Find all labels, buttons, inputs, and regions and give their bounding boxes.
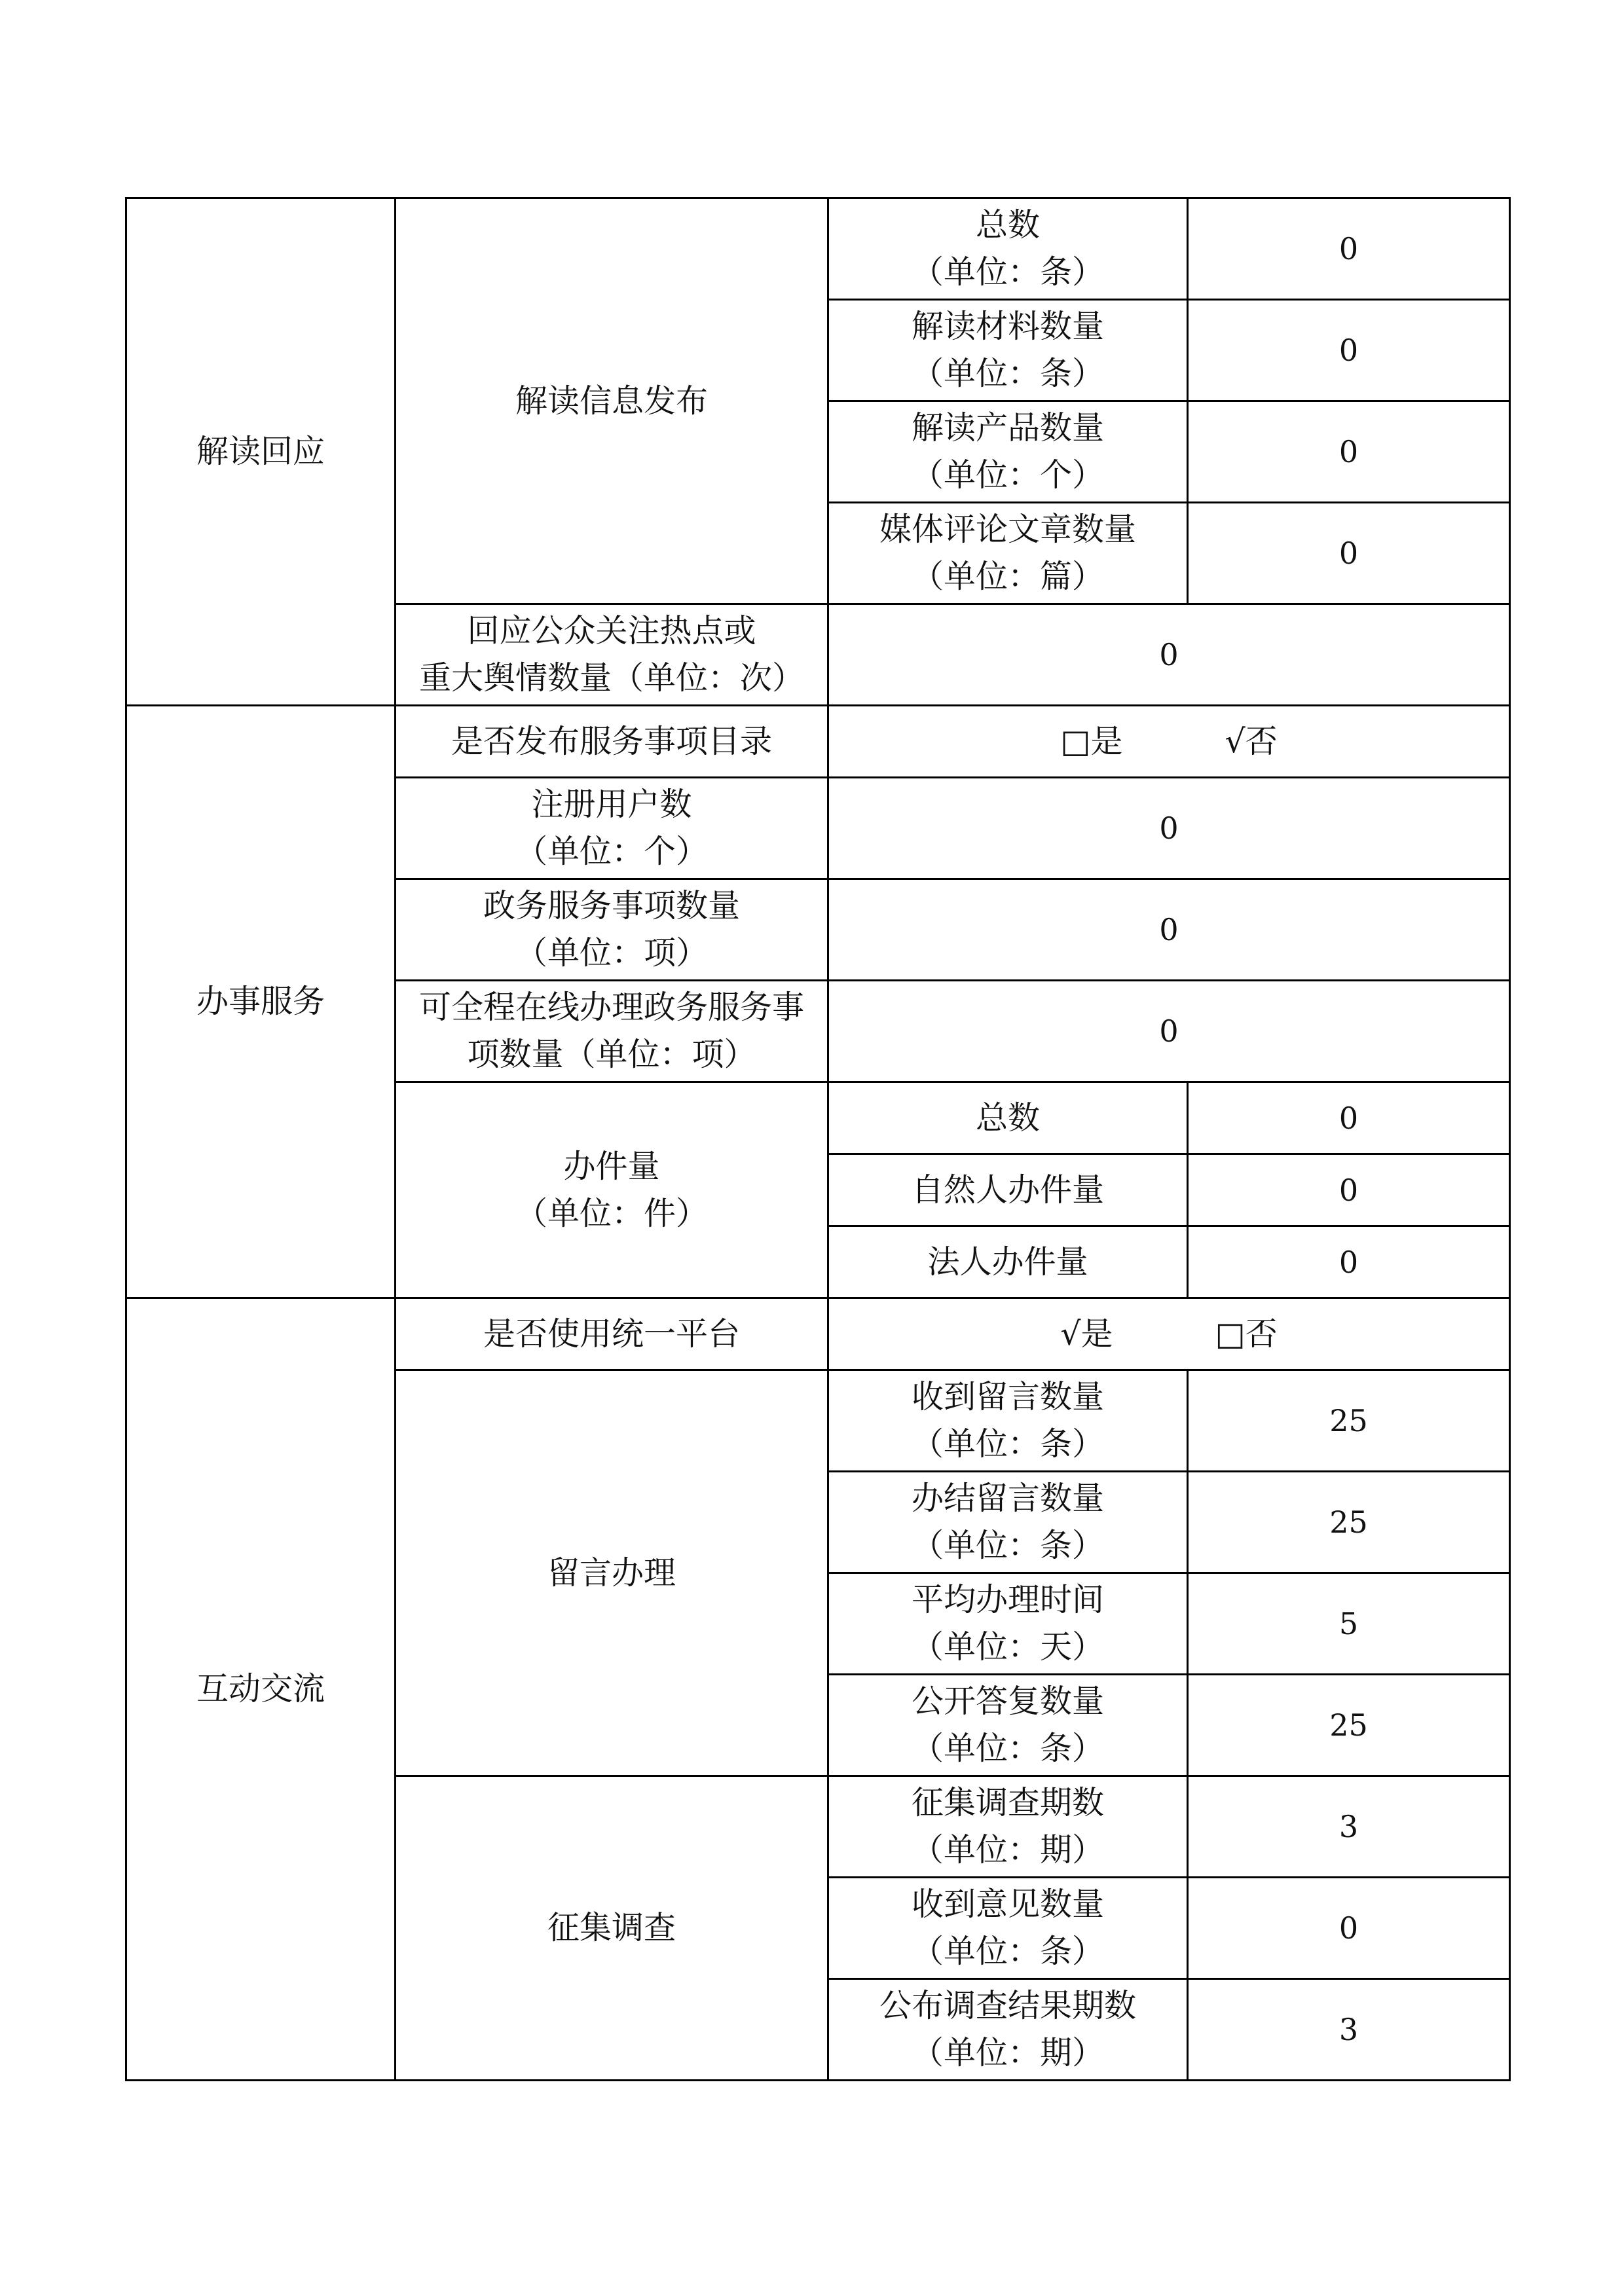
item-label-text: 解读材料数量: [911, 308, 1104, 345]
item-label: [828, 401, 1188, 503]
item-label-text: 总数: [975, 206, 1040, 244]
item-label-text: 收到留言数量: [911, 1378, 1104, 1415]
item-label: [828, 1878, 1188, 1979]
group-title-text: 留言办理: [547, 1554, 676, 1592]
item-label-text: 是否发布服务事项目录: [451, 722, 772, 760]
item-label: [396, 981, 828, 1082]
item-label-text: 政务服务事项数量: [483, 887, 740, 924]
item-unit-text: （单位：期）: [911, 1831, 1104, 1868]
item-unit-text: （单位：条）: [911, 1730, 1104, 1767]
item-unit-text: （单位：条）: [911, 1933, 1104, 1970]
item-value: 0: [1188, 300, 1510, 401]
item-unit-text: （单位：条）: [911, 1527, 1104, 1564]
section-title-interaction: [126, 1298, 396, 2081]
item-label-text: 解读产品数量: [911, 409, 1104, 446]
item-value: 0: [1188, 1878, 1510, 1979]
item-label: [828, 1082, 1188, 1154]
section-title-text: 解读回应: [196, 433, 325, 470]
item-value: 25: [1188, 1675, 1510, 1776]
item-label-text: 注册用户数: [531, 786, 692, 823]
item-value: 0: [828, 604, 1510, 706]
group-title-messages: [396, 1370, 828, 1776]
item-label-hotspot: [396, 604, 828, 706]
item-label-unified-platform: [396, 1298, 828, 1370]
checkbox-options: [828, 706, 1510, 778]
table-row: [126, 706, 1510, 778]
item-unit-text: （单位：条）: [911, 253, 1104, 291]
item-label: [828, 300, 1188, 401]
table-row: [126, 1298, 1510, 1370]
item-value: 0: [1188, 198, 1510, 300]
checkbox-option-no: √否: [1225, 722, 1278, 760]
checkbox-option-yes: □是: [1060, 722, 1123, 760]
item-value: 0: [1188, 1226, 1510, 1298]
item-label: [828, 1979, 1188, 2081]
option-group: [833, 1311, 1505, 1358]
item-value: 5: [1188, 1573, 1510, 1675]
checkbox-options: [828, 1298, 1510, 1370]
item-value: 0: [1188, 401, 1510, 503]
item-value: 25: [1188, 1472, 1510, 1573]
item-label: [828, 1472, 1188, 1573]
item-label-text: 媒体评论文章数量: [879, 511, 1136, 548]
item-label-text: 自然人办件量: [911, 1171, 1104, 1209]
group-title-text: 解读信息发布: [515, 382, 708, 420]
item-label: [828, 1573, 1188, 1675]
table-row: [126, 198, 1510, 300]
item-value: 3: [1188, 1979, 1510, 2081]
item-label: [828, 1154, 1188, 1226]
item-label-text: 重大舆情数量（单位：次）: [418, 659, 804, 697]
item-unit-text: （单位：期）: [911, 2034, 1104, 2071]
item-label: [828, 1370, 1188, 1472]
item-label: [828, 1226, 1188, 1298]
item-label-text: 办结留言数量: [911, 1480, 1104, 1517]
item-value: 0: [1188, 1082, 1510, 1154]
section-title-text: 互动交流: [196, 1670, 325, 1707]
item-label: [828, 1675, 1188, 1776]
item-label-text: 可全程在线办理政务服务事: [418, 989, 804, 1026]
item-unit-text: （单位：条）: [911, 355, 1104, 392]
checkbox-option-yes: √是: [1060, 1315, 1113, 1353]
checkbox-option-no: □否: [1215, 1315, 1278, 1353]
item-unit-text: （单位：项）: [515, 934, 708, 972]
item-value: 0: [1188, 503, 1510, 604]
item-label-text: 项数量（单位：项）: [467, 1036, 756, 1073]
item-label-catalog: [396, 706, 828, 778]
item-value: 0: [1188, 1154, 1510, 1226]
group-title-text: 征集调查: [547, 1909, 676, 1946]
item-label-text: 平均办理时间: [911, 1581, 1104, 1618]
item-label: [396, 879, 828, 981]
item-value: 25: [1188, 1370, 1510, 1472]
section-title-office-service: [126, 706, 396, 1298]
item-value: 3: [1188, 1776, 1510, 1878]
item-unit-text: （单位：条）: [911, 1425, 1104, 1463]
section-title-text: 办事服务: [196, 983, 325, 1020]
group-title-survey: [396, 1776, 828, 2081]
item-label-text: 法人办件量: [927, 1243, 1088, 1281]
statistics-table: [125, 197, 1511, 2081]
item-unit-text: （单位：篇）: [911, 558, 1104, 595]
item-value: 0: [828, 778, 1510, 879]
item-value: 0: [828, 879, 1510, 981]
option-group: [833, 718, 1505, 765]
item-label: [396, 778, 828, 879]
item-label-text: 是否使用统一平台: [483, 1315, 740, 1353]
group-title-publish: [396, 198, 828, 604]
item-label-text: 总数: [975, 1099, 1040, 1137]
group-title-text: 办件量: [563, 1147, 660, 1185]
item-value: 0: [828, 981, 1510, 1082]
item-unit-text: （单位：件）: [515, 1194, 708, 1232]
item-unit-text: （单位：天）: [911, 1628, 1104, 1666]
item-label-text: 公开答复数量: [911, 1683, 1104, 1720]
item-label-text: 公布调查结果期数: [879, 1987, 1136, 2024]
item-label: [828, 503, 1188, 604]
item-label-text: 回应公众关注热点或: [467, 612, 756, 649]
item-label: [828, 198, 1188, 300]
section-title-interpret-response: [126, 198, 396, 706]
item-label-text: 收到意见数量: [911, 1886, 1104, 1923]
item-label: [828, 1776, 1188, 1878]
item-unit-text: （单位：个）: [911, 456, 1104, 494]
item-label-text: 征集调查期数: [911, 1784, 1104, 1821]
group-title-cases: [396, 1082, 828, 1298]
item-unit-text: （单位：个）: [515, 833, 708, 870]
